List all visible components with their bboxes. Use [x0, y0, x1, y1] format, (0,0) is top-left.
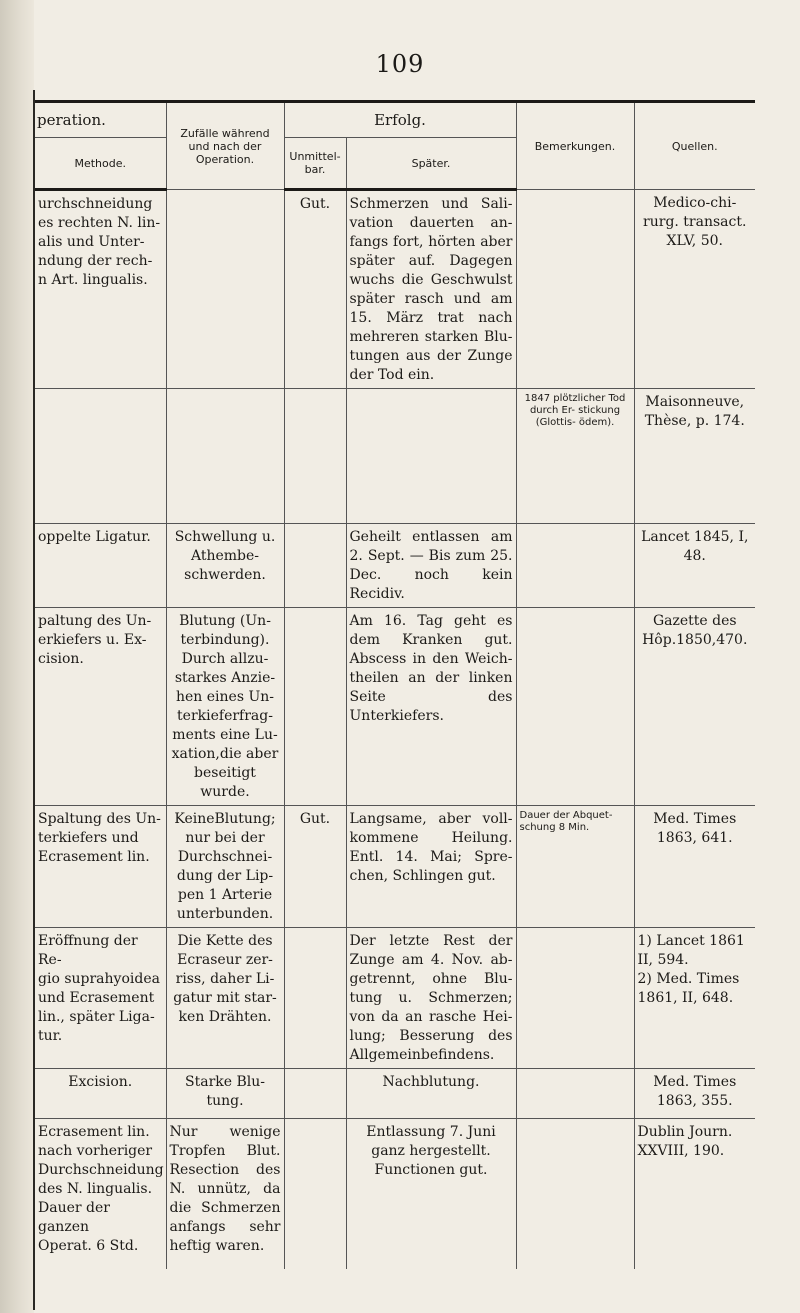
- spaeter-cell: Nachblutung.: [382, 1074, 480, 1090]
- zufaelle-cell: Die Kette des Ecraseur zer- riss, daher Li- gatur mit star- ken Drähten.: [173, 933, 277, 1025]
- unmittelbar-cell: Gut.: [299, 196, 331, 212]
- methode-cell: urchschneidung es rechten N. lin- alis und Unter- ndung der rech- n Art. lingualis.: [38, 196, 161, 288]
- table-row: [35, 389, 755, 524]
- bemerkungen-cell: Dauer der Abquet- schung 8 Min.: [519, 810, 613, 833]
- table-row: [35, 190, 755, 389]
- table-row: [35, 1069, 755, 1119]
- header-methode: Methode.: [35, 138, 166, 190]
- header-spaeter: Später.: [346, 138, 516, 190]
- zufaelle-cell: Starke Blu- tung.: [185, 1074, 265, 1109]
- table-row: [35, 524, 755, 608]
- spaeter-cell: Langsame, aber voll- kommene Heilung. Entl. 14. Mai; Spre- chen, Schlingen gut.: [349, 811, 513, 884]
- header-quellen: Quellen.: [634, 102, 755, 190]
- methode-cell: oppelte Ligatur.: [38, 529, 151, 545]
- page-number: 109: [375, 50, 425, 78]
- spaeter-cell: Schmerzen und Sali- vation dauerten an- fangs fort, hörten aber später auf. Dagegen wuchs die Geschwulst später rasch und am 15. März trat nach mehreren starken Blu- tungen aus der Zunge der Tod ein.: [349, 196, 513, 383]
- quellen-cell: Lancet 1845, I, 48.: [641, 529, 749, 564]
- header-zufaelle: Zufälle während und nach der Operation.: [166, 102, 284, 190]
- header-unmittelbar: Unmittel- bar.: [284, 138, 346, 190]
- page-gutter: [0, 0, 34, 1313]
- methode-cell: Eröffnung der Re- gio suprahyoidea und Ecrasement lin., später Liga- tur.: [38, 933, 160, 1044]
- spaeter-cell: Entlassung 7. Juni ganz hergestellt. Functionen gut.: [366, 1124, 496, 1178]
- operations-table: [35, 100, 755, 1269]
- spaeter-cell: Der letzte Rest der Zunge am 4. Nov. ab- getrennt, ohne Blu- tung u. Schmerzen; von da an rasche Hei- lung; Besserung des Allgemeinbefindens.: [349, 933, 513, 1063]
- methode-cell: paltung des Un- erkiefers u. Ex- cision.: [38, 613, 152, 667]
- quellen-cell: Med. Times 1863, 355.: [653, 1074, 737, 1109]
- header-bemerkungen: Bemerkungen.: [516, 102, 634, 190]
- quellen-cell: Gazette des Hôp.1850,470.: [642, 613, 748, 648]
- methode-cell: Ecrasement lin. nach vorheriger Durchschneidung des N. lingualis. Dauer der ganzen Operat. 6 Std.: [38, 1124, 164, 1254]
- zufaelle-cell: Nur wenige Tropfen Blut. Resection des N. unnütz, da die Schmerzen anfangs sehr heftig waren.: [169, 1124, 281, 1254]
- header-operation: peration.: [35, 102, 166, 138]
- quellen-cell: Medico-chi- rurg. transact. XLV, 50.: [643, 195, 747, 249]
- quellen-cell: Dublin Journ. XXVIII, 190.: [637, 1124, 733, 1159]
- table-row: [35, 928, 755, 1069]
- table-row: [35, 1119, 755, 1269]
- table-row: [35, 608, 755, 806]
- unmittelbar-cell: Gut.: [299, 811, 331, 827]
- zufaelle-cell: Blutung (Un- terbindung). Durch allzu- starkes Anzie- hen eines Un- terkieferfrag- ments eine Lu- xation,die aber beseitigt wurde.: [171, 613, 279, 800]
- bemerkungen-cell: 1847 plötzlicher Tod durch Er- stickung (Glottis- ödem).: [524, 393, 626, 428]
- table-row: [35, 806, 755, 928]
- quellen-cell: Med. Times 1863, 641.: [653, 811, 737, 846]
- quellen-cell: Maisonneuve, Thèse, p. 174.: [644, 394, 745, 429]
- zufaelle-cell: Schwellung u. Athembe- schwerden.: [174, 529, 276, 583]
- zufaelle-cell: KeineBlutung; nur bei der Durchschnei- dung der Lip- pen 1 Arterie unterbunden.: [174, 811, 276, 922]
- spaeter-cell: Am 16. Tag geht es dem Kranken gut. Abscess in den Weich- theilen an der linken Seite des Unterkiefers.: [349, 613, 513, 724]
- header-erfolg: Erfolg.: [284, 102, 516, 138]
- quellen-cell: 1) Lancet 1861 II, 594. 2) Med. Times 1861, II, 648.: [637, 933, 745, 1006]
- methode-cell: Spaltung des Un- terkiefers und Ecrasement lin.: [38, 811, 161, 865]
- spaeter-cell: Geheilt entlassen am 2. Sept. — Bis zum 25. Dec. noch kein Recidiv.: [349, 529, 513, 602]
- methode-cell: Excision.: [68, 1074, 133, 1090]
